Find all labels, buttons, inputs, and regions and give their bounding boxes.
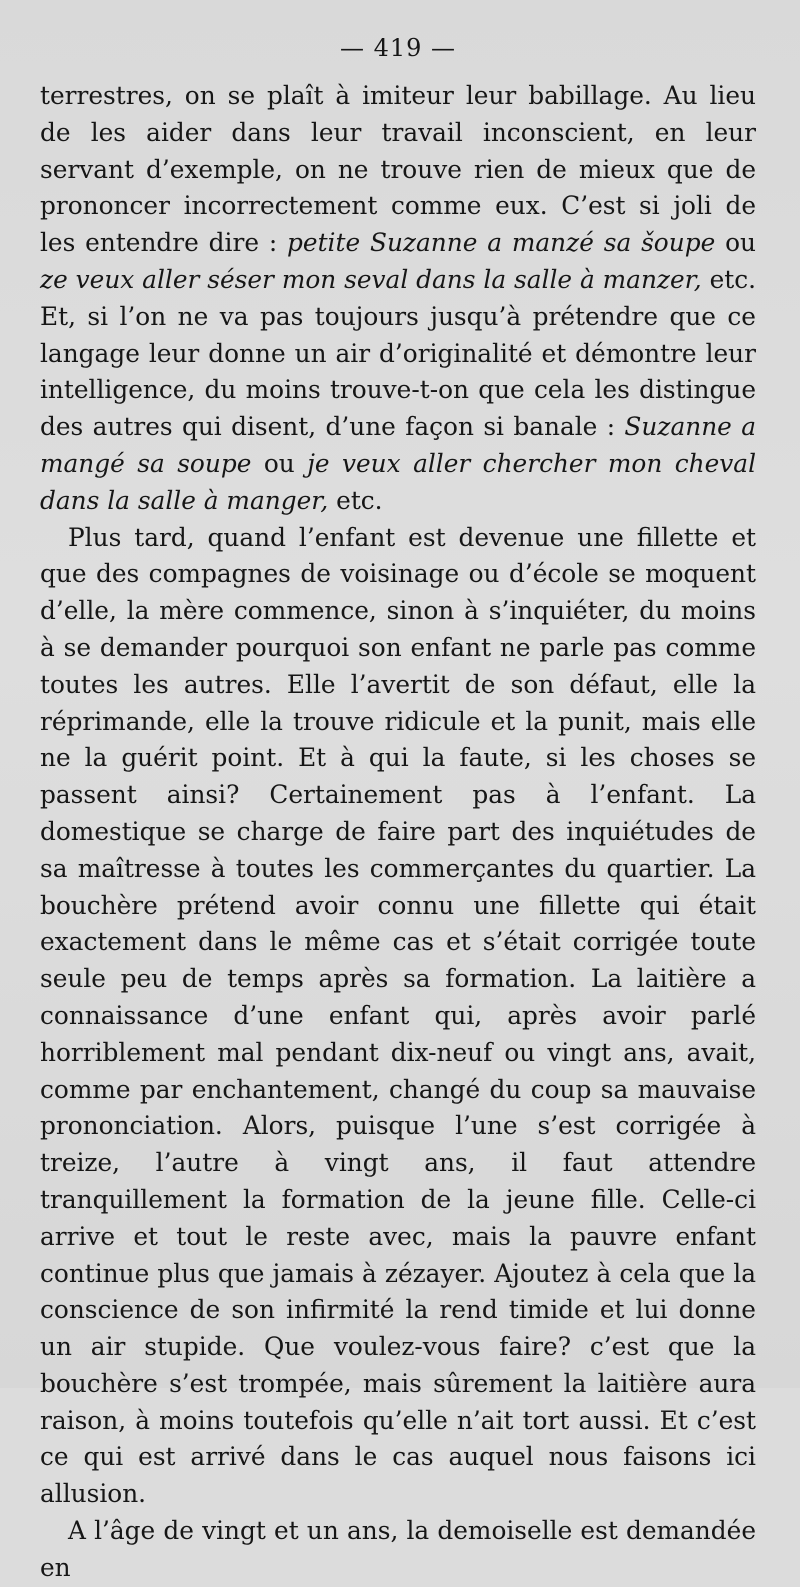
- text-segment: ou: [715, 228, 756, 258]
- text-segment: A l’âge de vingt et un ans, la demoiselle est demandée en: [40, 1516, 756, 1582]
- paragraph: [40, 520, 756, 1514]
- italic-example: je veux aller chercher mon cheval dans la salle à manger,: [40, 448, 757, 515]
- italic-example: ze veux aller séser mon seval dans la salle à manzer,: [40, 264, 702, 294]
- body-text: [40, 78, 756, 1587]
- text-segment: Plus tard, quand l’enfant est devenue une fillette et que des compagnes de voisinage ou d’école se moquent d’elle, la mère commence, sinon à s’inquiéter, du moins à se demander pourquoi son enfant ne parle pas comme toutes les autres. Elle l’avertit de son défaut, elle la réprimande, elle la trouve ridicule et la punit, mais elle ne la guérit point. Et à qui la faute, si les choses se passent ainsi? Certainement pas à l’enfant. La domestique se charge de faire part des inquiétudes de sa maîtresse à toutes les commerçantes du quartier. La bouchère prétend avoir connu une fillette qui était exactement dans le même cas et s’était corrigée toute seule peu de temps après sa formation. La laitière a connaissance d’une enfant qui, après avoir parlé horriblement mal pendant dix-neuf ou vingt ans, avait, comme par enchantement, changé du coup sa mauvaise prononciation. Alors, puisque l’une s’est corrigée à treize, l’autre à vingt ans, il faut attendre tranquillement la formation de la jeune fille. Celle-ci arrive et tout le reste avec, mais la pauvre enfant continue plus que jamais à zézayer. Ajoutez à cela que la conscience de son infirmité la rend timide et lui donne un air stupide. Que voulez-vous faire? c’est que la bouchère s’est trompée, mais sûrement la laitière aura raison, à moins toutefois qu’elle n’ait tort aussi. Et c’est ce qui est arrivé dans le cas auquel nous faisons ici allusion.: [40, 522, 756, 1509]
- page-number: — 419 —: [339, 34, 457, 62]
- paragraph: [40, 1513, 756, 1587]
- text-segment: terrestres, on se plaît à imiteur leur babillage. Au lieu de les aider dans leur travail inconscient, en leur servant d’exemple, on ne trouve rien de mieux que de prononcer incorrectement comme eux. C’est si joli de les entendre dire :: [40, 81, 756, 258]
- paragraph: [40, 78, 756, 520]
- italic-example: Suzanne a mangé sa soupe: [40, 412, 756, 478]
- text-segment: etc. Et, si l’on ne va pas toujours jusqu’à prétendre que ce langage leur donne un air d’originalité et démontre leur intelligence, du moins trouve-t-on que cela les distingue des autres qui disent, d’une façon si banale :: [40, 264, 756, 442]
- text-segment: etc.: [328, 485, 383, 515]
- text-segment: ou: [251, 448, 308, 478]
- italic-example: petite Suzanne a manzé sa šoupe: [287, 228, 716, 258]
